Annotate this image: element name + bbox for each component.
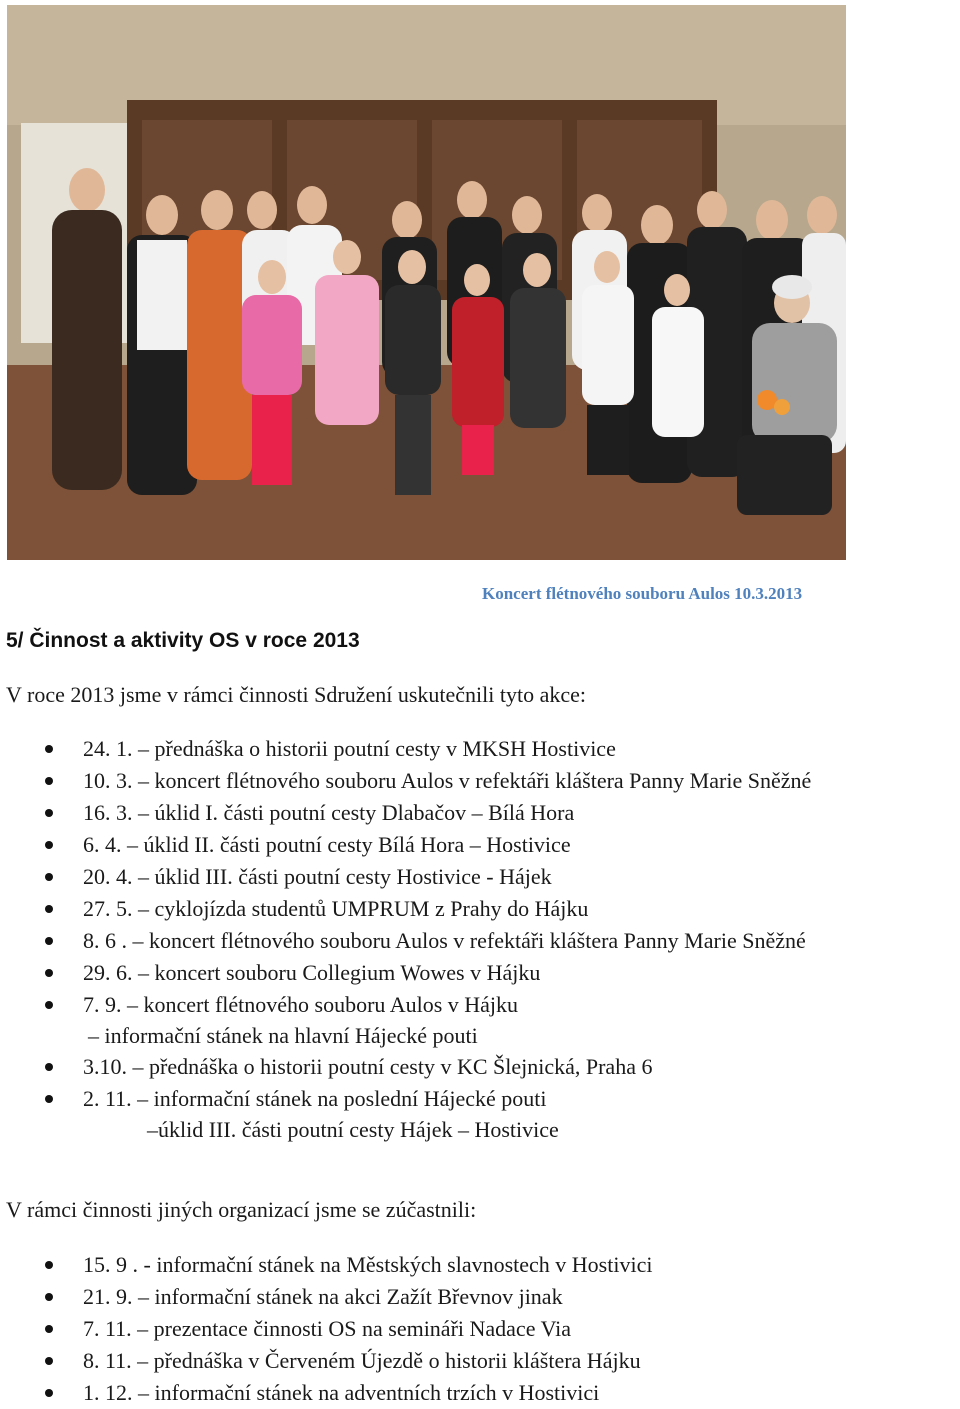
list-item-text: 16. 3. – úklid I. části poutní cesty Dlabačov – Bílá Hora [83,800,575,825]
list-item [0,925,811,957]
group-photo [7,5,846,560]
bullet-icon [45,1357,53,1365]
bullet-icon [45,1293,53,1301]
bullet-icon [45,1063,53,1071]
list-item-text: 21. 9. – informační stánek na akci Zažít Břevnov jinak [83,1284,563,1309]
list-item [0,1345,652,1377]
list-item-text: 27. 5. – cyklojízda studentů UMPRUM z Prahy do Hájku [83,896,589,921]
list-item-subtext: –úklid III. části poutní cesty Hájek – Hostivice [147,1117,559,1142]
section-heading: 5/ Činnost a aktivity OS v roce 2013 [6,629,360,652]
bullet-icon [45,809,53,817]
list-item [0,957,811,989]
bullet-icon [45,1001,53,1009]
list-item [0,797,811,829]
bullet-icon [45,841,53,849]
list-item-text: 7. 9. – koncert flétnového souboru Aulos v Hájku [83,992,519,1017]
bullet-icon [45,1325,53,1333]
photo-caption: Koncert flétnového souboru Aulos 10.3.2013 [482,584,803,603]
list-item-text: 8. 6 . – koncert flétnového souboru Aulos v refektáři kláštera Panny Marie Sněžné [83,928,806,953]
list-item-text: 15. 9 . - informační stánek na Městských slavnostech v Hostivici [83,1252,653,1277]
list-item [0,1281,652,1313]
bullet-icon [45,1095,53,1103]
list-item-text: 10. 3. – koncert flétnového souboru Aulos v refektáři kláštera Panny Marie Sněžné [83,768,812,793]
other-orgs-paragraph: V rámci činnosti jiných organizací jsme se zúčastnili: [6,1197,477,1222]
bullet-icon [45,873,53,881]
bullet-icon [45,969,53,977]
list-item-text: 3.10. – přednáška o historii poutní cesty v KC Šlejnická, Praha 6 [83,1054,653,1079]
list-item-text: 6. 4. – úklid II. části poutní cesty Bílá Hora – Hostivice [83,832,571,857]
list-item [0,989,811,1051]
list-item-text: 29. 6. – koncert souboru Collegium Wowes v Hájku [83,960,541,985]
bullet-icon [45,905,53,913]
list-item [0,893,811,925]
list-item [0,765,811,797]
list-item-text: 24. 1. – přednáška o historii poutní cesty v MKSH Hostivice [83,736,616,761]
list-item [0,861,811,893]
list-item-subtext: – informační stánek na hlavní Hájecké pouti [88,1023,478,1048]
other-events-list [0,1249,652,1409]
intro-paragraph: V roce 2013 jsme v rámci činnosti Sdružení uskutečnili tyto akce: [6,682,587,707]
bullet-icon [45,745,53,753]
bullet-icon [45,1261,53,1269]
bullet-icon [45,937,53,945]
list-item [0,829,811,861]
bullet-icon [45,777,53,785]
list-item-text: 7. 11. – prezentace činnosti OS na semináři Nadace Via [83,1316,572,1341]
list-item-text: 8. 11. – přednáška v Červeném Újezdě o historii kláštera Hájku [83,1348,641,1373]
list-item-text: 2. 11. – informační stánek na poslední Hájecké pouti [83,1086,547,1111]
list-item-text: 1. 12. – informační stánek na adventních trzích v Hostivici [83,1380,600,1405]
list-item [0,1051,811,1083]
list-item [0,1249,652,1281]
list-item [0,1377,652,1409]
list-item [0,1313,652,1345]
bullet-icon [45,1389,53,1397]
list-item [0,1083,811,1145]
group-photo-illustration [7,5,846,560]
list-item [0,733,811,765]
events-list [0,733,811,1145]
list-item-text: 20. 4. – úklid III. části poutní cesty Hostivice - Hájek [83,864,552,889]
